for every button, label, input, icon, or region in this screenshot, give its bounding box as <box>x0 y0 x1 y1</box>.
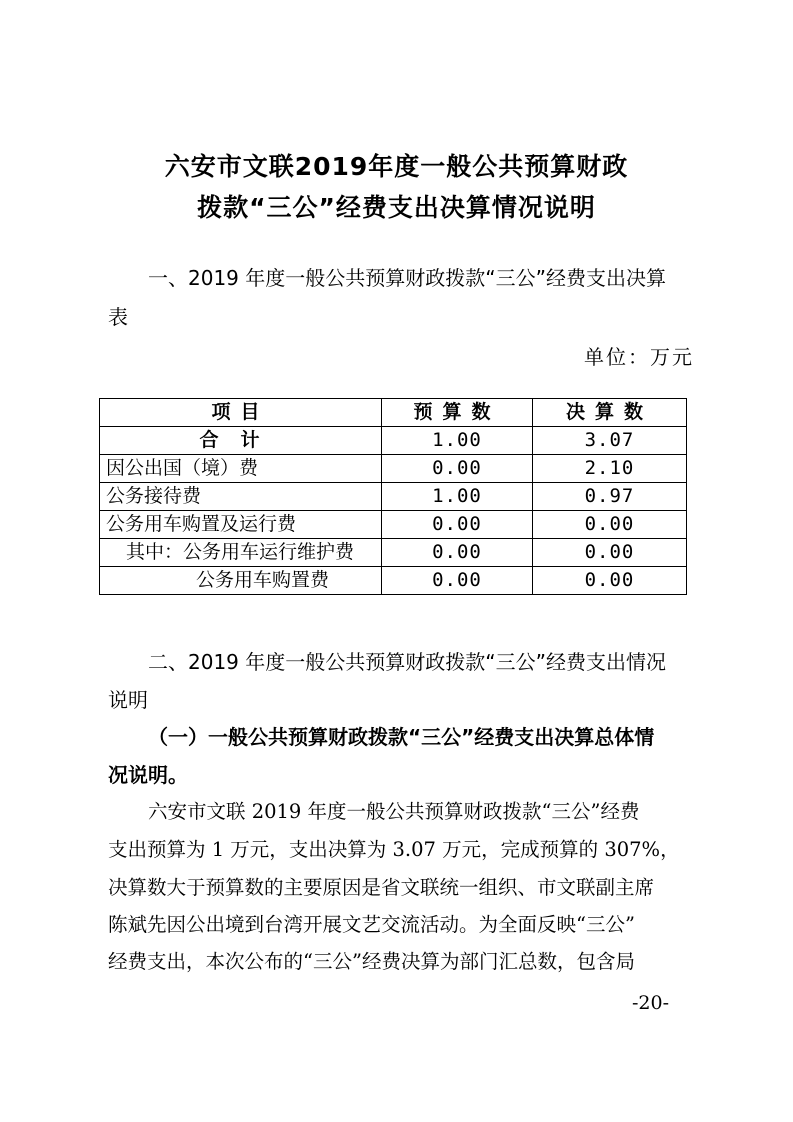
table-row <box>100 427 687 455</box>
row-budget: 0.00 <box>382 511 533 539</box>
table-row <box>100 455 687 483</box>
row-budget: 0.00 <box>382 539 533 567</box>
header-final: 决算数 <box>533 399 687 427</box>
unit-label: 单位：万元 <box>584 345 694 369</box>
row-final: 2.10 <box>533 455 687 483</box>
row-final: 0.00 <box>533 511 687 539</box>
section1-heading-line2: 表 <box>108 305 128 329</box>
row-final: 0.97 <box>533 483 687 511</box>
document-title-line2: 拨款“三公”经费支出决算情况说明 <box>197 193 596 222</box>
table-row <box>100 511 687 539</box>
row-name: 公务用车购置及运行费 <box>100 511 382 539</box>
row-final: 0.00 <box>533 567 687 595</box>
page-number: -20- <box>632 992 670 1014</box>
body-paragraph-line: 经费支出，本次公布的“三公”经费决算为部门汇总数，包含局 <box>108 950 635 973</box>
row-budget: 0.00 <box>382 567 533 595</box>
body-paragraph-line: 陈斌先因公出境到台湾开展文艺交流活动。为全面反映“三公” <box>108 913 635 936</box>
row-budget: 1.00 <box>382 427 533 455</box>
three-public-expenses-table <box>99 398 687 595</box>
row-final: 0.00 <box>533 539 687 567</box>
section2-heading-line1: 二、2019 年度一般公共预算财政拨款“三公”经费支出情况 <box>148 650 666 674</box>
body-paragraph-line: 决算数大于预算数的主要原因是省文联统一组织、市文联副主席 <box>108 876 655 899</box>
body-paragraph-line: 支出预算为 1 万元，支出决算为 3.07 万元，完成预算的 307%， <box>108 838 680 861</box>
table-row <box>100 567 687 595</box>
table-row <box>100 483 687 511</box>
document-title-line1: 六安市文联2019年度一般公共预算财政 <box>164 152 629 181</box>
row-final: 3.07 <box>533 427 687 455</box>
header-budget: 预算数 <box>382 399 533 427</box>
row-budget: 0.00 <box>382 455 533 483</box>
table-row <box>100 539 687 567</box>
row-name: 合计 <box>100 427 382 455</box>
row-name: 公务接待费 <box>100 483 382 511</box>
section2-heading-line2: 说明 <box>108 688 148 712</box>
subsection-heading-line1: （一）一般公共预算财政拨款“三公”经费支出决算总体情 <box>148 725 655 749</box>
row-budget: 1.00 <box>382 483 533 511</box>
header-item: 项目 <box>100 399 382 427</box>
row-name: 其中：公务用车运行维护费 <box>100 539 382 567</box>
section1-heading-line1: 一、2019 年度一般公共预算财政拨款“三公”经费支出决算 <box>148 266 666 290</box>
body-paragraph-line: 六安市文联 2019 年度一般公共预算财政拨款“三公”经费 <box>148 800 640 823</box>
row-name: 公务用车购置费 <box>100 567 382 595</box>
table-header-row <box>100 399 687 427</box>
row-name: 因公出国（境）费 <box>100 455 382 483</box>
subsection-heading-line2: 况说明。 <box>108 763 188 787</box>
